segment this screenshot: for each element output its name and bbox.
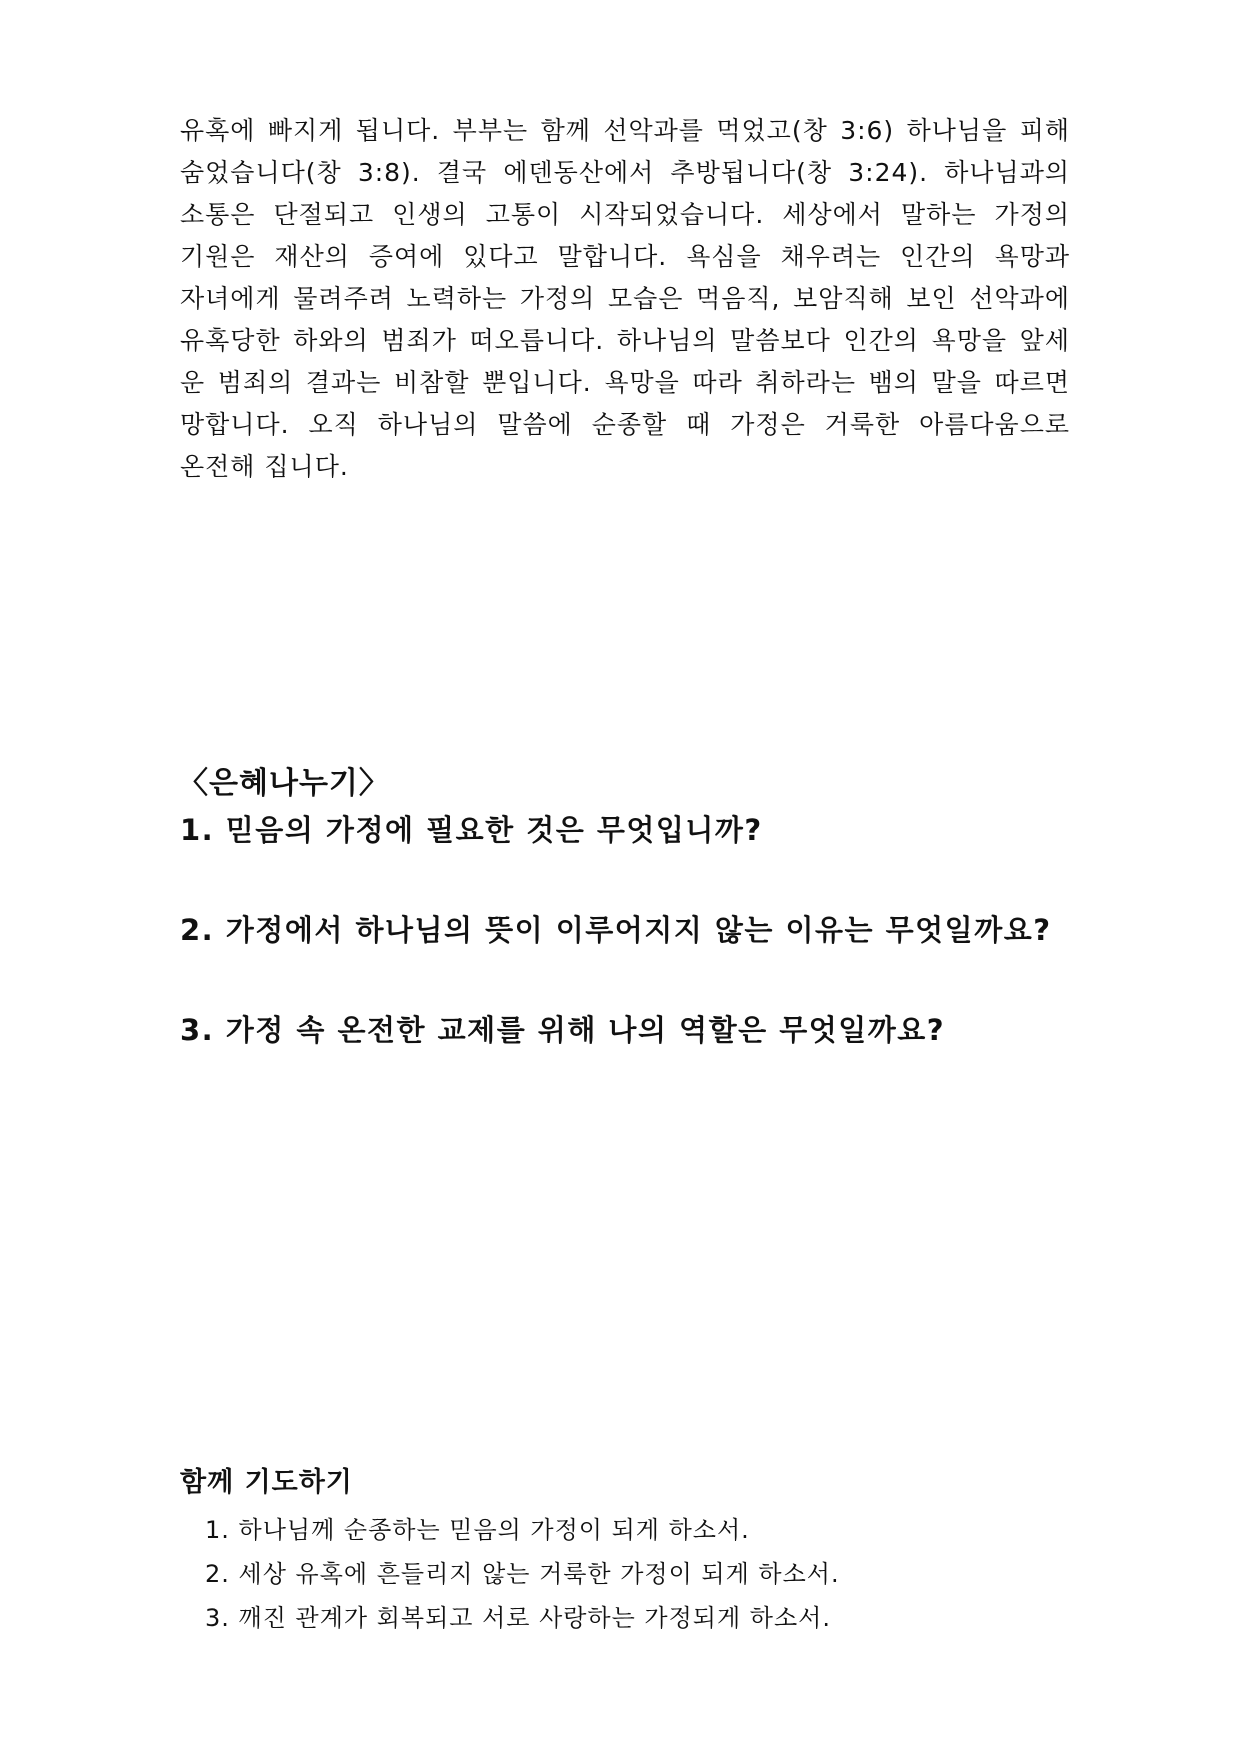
body-line: 소통은 단절되고 인생의 고통이 시작되었습니다. 세상에서 말하는 가정의 [180,200,1070,229]
body-line: 운 범죄의 결과는 비참할 뿐입니다. 욕망을 따라 취하라는 뱀의 말을 따르면 [180,368,1070,397]
body-line: 유혹에 빠지게 됩니다. 부부는 함께 선악과를 먹었고(창 3:6) 하나님을 피해 [180,116,1070,145]
body-line: 온전해 집니다. [180,452,349,481]
body-line: 자녀에게 물려주려 노력하는 가정의 모습은 먹음직, 보암직해 보인 선악과에 [180,284,1070,313]
body-line: 유혹당한 하와의 범죄가 떠오릅니다. 하나님의 말씀보다 인간의 욕망을 앞세 [180,326,1070,355]
body-line: 숨었습니다(창 3:8). 결국 에덴동산에서 추방됩니다(창 3:24). 하나님과의 [180,158,1070,187]
prayer-item: 3. 깨진 관계가 회복되고 서로 사랑하는 가정되게 하소서. [205,1604,831,1632]
grace-sharing-heading: 〈은혜나누기〉 [178,766,390,801]
prayer-item: 1. 하나님께 순종하는 믿음의 가정이 되게 하소서. [205,1516,750,1544]
body-line: 기원은 재산의 증여에 있다고 말합니다. 욕심을 채우려는 인간의 욕망과 [180,242,1070,271]
discussion-question-1: 1. 믿음의 가정에 필요한 것은 무엇입니까? [180,813,763,847]
prayer-item: 2. 세상 유혹에 흔들리지 않는 거룩한 가정이 되게 하소서. [205,1560,840,1588]
body-line: 망합니다. 오직 하나님의 말씀에 순종할 때 가정은 거룩한 아름다움으로 [180,410,1070,439]
prayer-list [205,1508,840,1640]
prayer-heading: 함께 기도하기 [180,1467,353,1498]
body-paragraph [180,110,1070,488]
discussion-question-2: 2. 가정에서 하나님의 뜻이 이루어지지 않는 이유는 무엇일까요? [180,913,1052,947]
discussion-question-3: 3. 가정 속 온전한 교제를 위해 나의 역할은 무엇일까요? [180,1013,946,1047]
